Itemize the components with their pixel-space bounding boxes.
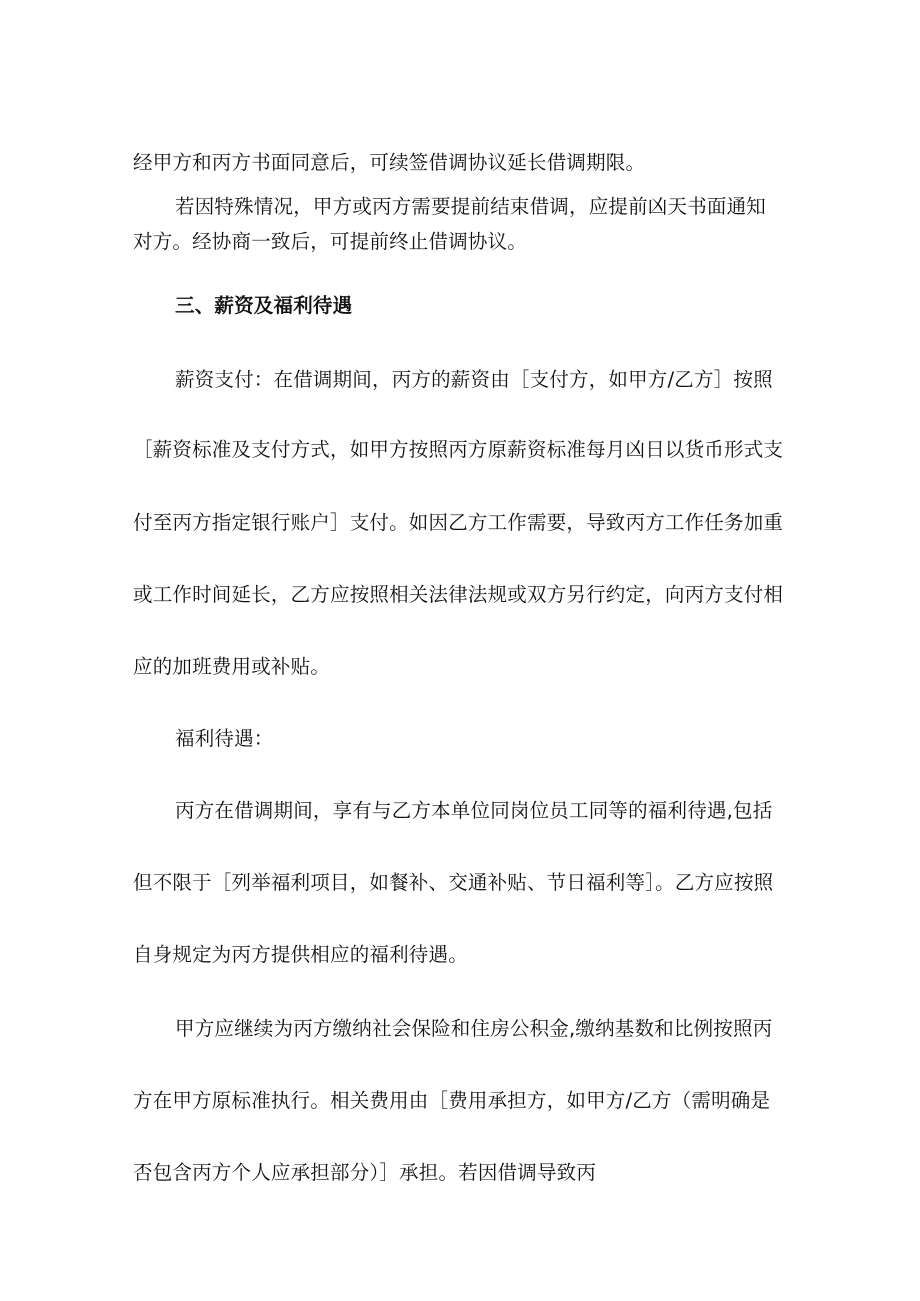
paragraph-line: 甲方应继续为丙方缴纳社会保险和住房公积金,缴纳基数和比例按照丙 bbox=[175, 1017, 773, 1040]
section-heading: 三、薪资及福利待遇 bbox=[175, 294, 353, 317]
paragraph-line: 薪资支付：在借调期间，丙方的薪资由［支付方，如甲方/乙方］按照 bbox=[175, 368, 773, 391]
paragraph-line: 或工作时间延长，乙方应按照相关法律法规或双方另行约定，向丙方支付相 bbox=[133, 583, 784, 606]
paragraph-line: 丙方在借调期间，享有与乙方本单位同岗位员工同等的福利待遇,包括 bbox=[175, 799, 773, 822]
paragraph-line: 但不限于［列举福利项目，如餐补、交通补贴、节日福利等］。乙方应按照 bbox=[133, 871, 774, 894]
paragraph-line: 福利待遇： bbox=[175, 727, 274, 750]
paragraph-line: ［薪资标准及支付方式，如甲方按照丙方原薪资标准每月凶日以货币形式支 bbox=[133, 438, 784, 461]
paragraph-line: 若因特殊情况，甲方或丙方需要提前结束借调，应提前凶天书面通知 bbox=[175, 195, 767, 218]
paragraph-line: 付至丙方指定银行账户］支付。如因乙方工作需要，导致丙方工作任务加重 bbox=[133, 511, 784, 534]
paragraph-line: 应的加班费用或补贴。 bbox=[133, 655, 331, 678]
paragraph-line: 方在甲方原标准执行。相关费用由［费用承担方，如甲方/乙方（需明确是 bbox=[133, 1089, 771, 1112]
paragraph-line: 经甲方和丙方书面同意后，可续签借调协议延长借调期限。 bbox=[133, 151, 646, 174]
paragraph-line: 对方。经协商一致后，可提前终止借调协议。 bbox=[133, 230, 528, 253]
paragraph-line: 否包含丙方个人应承担部分）］承担。若因借调导致丙 bbox=[133, 1161, 597, 1184]
paragraph-line: 自身规定为丙方提供相应的福利待遇。 bbox=[133, 943, 468, 966]
